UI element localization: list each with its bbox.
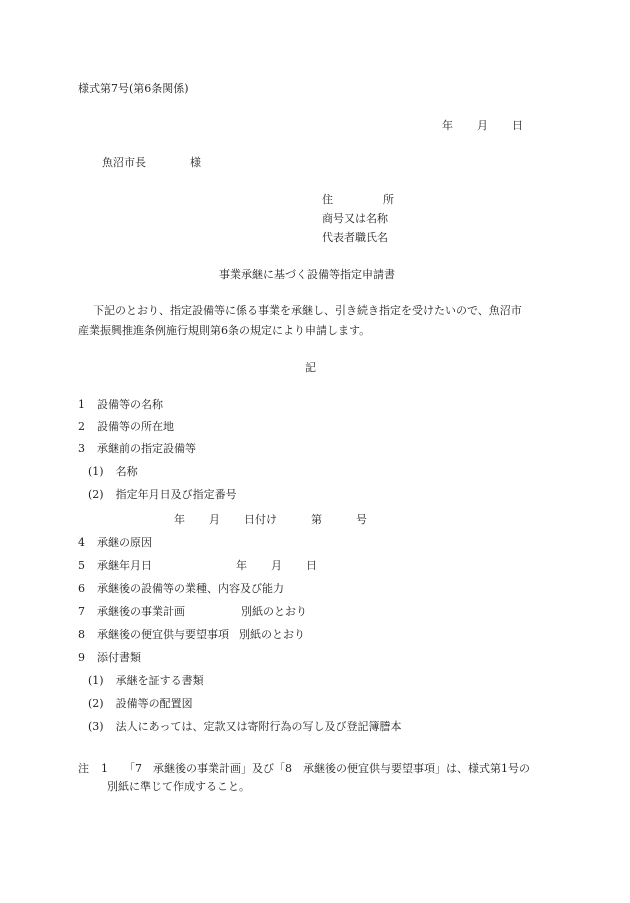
body-line-1: 下記のとおり、指定設備等に係る事業を承継し、引き続き指定を受けたいので、魚沼市 xyxy=(93,304,522,317)
item-9-1: (1) 承継を証する書類 xyxy=(88,674,204,687)
item-3-2: (2) 指定年月日及び指定番号 xyxy=(88,488,237,501)
applicant-representative-label: 代表者職氏名 xyxy=(322,231,388,244)
addressee-name: 魚沼市長 xyxy=(102,156,146,169)
item-1: 1 設備等の名称 xyxy=(78,398,163,411)
applicant-trade-name-label: 商号又は名称 xyxy=(322,212,388,225)
date-line xyxy=(442,119,523,133)
item-2: 2 設備等の所在地 xyxy=(78,420,174,433)
document-title: 事業承継に基づく設備等指定申請書 xyxy=(219,268,395,281)
form-number: 様式第7号(第6条関係) xyxy=(78,82,189,95)
item-7: 7 承継後の事業計画 別紙のとおり xyxy=(78,605,307,618)
item-4: 4 承継の原因 xyxy=(78,536,152,549)
item-3-1: (1) 名称 xyxy=(88,465,138,478)
item-6: 6 承継後の設備等の業種、内容及び能力 xyxy=(78,582,284,595)
item-9: 9 添付書類 xyxy=(78,651,141,664)
item-9-2: (2) 設備等の配置図 xyxy=(88,697,193,710)
item-3-2-date-number-line: 年 月 日付け 第 号 xyxy=(174,513,367,526)
item-5: 5 承継年月日 年 月 日 xyxy=(78,559,317,572)
applicant-address-label: 住 所 xyxy=(322,193,394,206)
date-day-label: 日 xyxy=(512,119,523,132)
note-line-2: 別紙に準じて作成すること。 xyxy=(107,780,250,793)
addressee xyxy=(102,156,201,170)
body-line-2: 産業振興推進条例施行規則第6条の規定により申請します。 xyxy=(78,324,371,337)
item-8: 8 承継後の便宜供与要望事項 別紙のとおり xyxy=(78,628,305,641)
addressee-honorific: 様 xyxy=(190,156,201,169)
note-prefix: 注 xyxy=(78,762,89,775)
note-line-1: 注 1 「7 承継後の事業計画」及び「8 承継後の便宜供与要望事項」は、様式第1号の xyxy=(78,762,530,775)
ki-heading: 記 xyxy=(305,361,316,374)
date-month-label: 月 xyxy=(477,119,488,132)
date-year-label: 年 xyxy=(442,119,453,132)
item-3: 3 承継前の指定設備等 xyxy=(78,442,196,455)
note-number: 1 xyxy=(101,762,108,775)
item-9-3: (3) 法人にあっては、定款又は寄附行為の写し及び登記簿謄本 xyxy=(88,720,402,733)
